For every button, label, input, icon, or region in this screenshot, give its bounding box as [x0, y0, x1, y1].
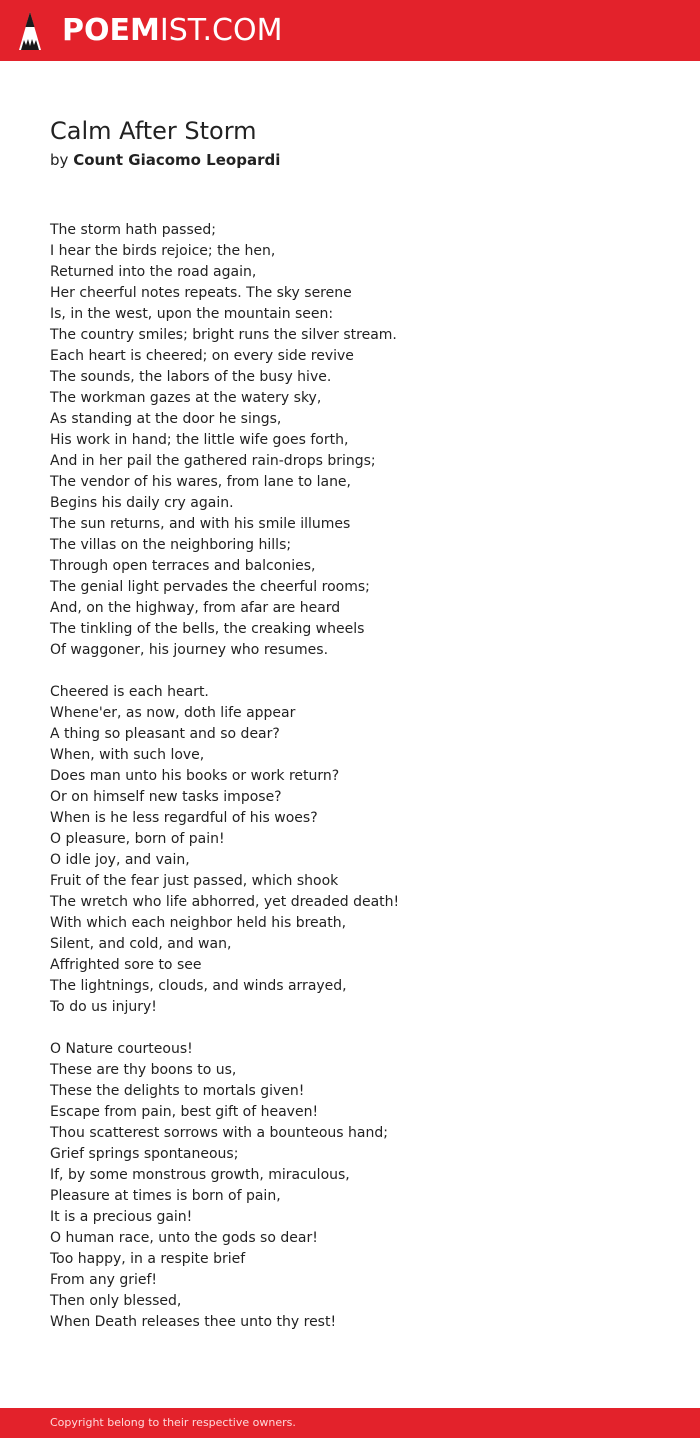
poem-line: Too happy, in a respite brief [50, 1251, 246, 1267]
poem-line: Her cheerful notes repeats. The sky serene [50, 285, 352, 301]
poem-line: It is a precious gain! [50, 1209, 193, 1225]
logo-text-strong: POEM [62, 13, 160, 48]
poem-line: Grief springs spontaneous; [50, 1146, 239, 1162]
poem-title: Calm After Storm [50, 117, 257, 145]
poem-line: A thing so pleasant and so dear? [50, 726, 280, 742]
site-logo-link[interactable] [18, 9, 282, 53]
poem-line: The country smiles; bright runs the silver stream. [50, 327, 397, 343]
logo-text-light: IST.COM [159, 13, 283, 48]
poem-line: The workman gazes at the watery sky, [50, 390, 322, 406]
poem-line: Thou scatterest sorrows with a bounteous hand; [50, 1125, 388, 1141]
poem-line: From any grief! [50, 1272, 158, 1288]
byline-label: by [50, 151, 69, 169]
poem-line: O Nature courteous! [50, 1041, 193, 1057]
poem-content [50, 112, 650, 1354]
poem-line: Fruit of the fear just passed, which shook [50, 873, 339, 889]
poem-line: Cheered is each heart. [50, 684, 209, 700]
poem-byline [50, 150, 650, 170]
poem-line: And in her pail the gathered rain-drops brings; [50, 453, 376, 469]
poem-line: Of waggoner, his journey who resumes. [50, 642, 329, 658]
poem-author: Count Giacomo Leopardi [73, 151, 281, 169]
poem-line: Silent, and cold, and wan, [50, 936, 232, 952]
poem-line: Or on himself new tasks impose? [50, 789, 282, 805]
poem-line: Escape from pain, best gift of heaven! [50, 1104, 319, 1120]
poem-line: Each heart is cheered; on every side revive [50, 348, 354, 364]
poem-line: The villas on the neighboring hills; [50, 537, 292, 553]
pencil-tip-icon [18, 10, 42, 52]
poem-line: The wretch who life abhorred, yet dreaded death! [50, 894, 400, 910]
poem-line: When Death releases thee unto thy rest! [50, 1314, 337, 1330]
poem-line: Whene'er, as now, doth life appear [50, 705, 296, 721]
poem-line: When, with such love, [50, 747, 205, 763]
poem-line: Affrighted sore to see [50, 957, 202, 973]
poem-line: The vendor of his wares, from lane to lane, [50, 474, 351, 490]
poem-line: Pleasure at times is born of pain, [50, 1188, 281, 1204]
poem-line: O human race, unto the gods so dear! [50, 1230, 318, 1246]
poem-line: The lightnings, clouds, and winds arrayed, [50, 978, 347, 994]
poem-stanza [50, 220, 650, 661]
poem-line: Is, in the west, upon the mountain seen: [50, 306, 334, 322]
poem-line: The storm hath passed; [50, 222, 216, 238]
poem-line: Returned into the road again, [50, 264, 257, 280]
poem-line: And, on the highway, from afar are heard [50, 600, 341, 616]
poem-line: To do us injury! [50, 999, 157, 1015]
poem-line: When is he less regardful of his woes? [50, 810, 318, 826]
poem-line: O pleasure, born of pain! [50, 831, 225, 847]
copyright-text: Copyright belong to their respective owners. [50, 1416, 296, 1429]
site-logo-text [62, 13, 283, 48]
poem-line: I hear the birds rejoice; the hen, [50, 243, 276, 259]
site-footer [0, 1408, 700, 1438]
poem-line: These are thy boons to us, [50, 1062, 237, 1078]
poem-line: O idle joy, and vain, [50, 852, 190, 868]
poem-line: The sun returns, and with his smile illumes [50, 516, 351, 532]
poem-line: The genial light pervades the cheerful rooms; [50, 579, 370, 595]
poem-line: If, by some monstrous growth, miraculous, [50, 1167, 350, 1183]
poem-line: Begins his daily cry again. [50, 495, 234, 511]
poem-line: With which each neighbor held his breath, [50, 915, 347, 931]
poem-line: The sounds, the labors of the busy hive. [50, 369, 332, 385]
poem-line: Then only blessed, [50, 1293, 182, 1309]
poem-line: As standing at the door he sings, [50, 411, 282, 427]
site-header [0, 0, 700, 61]
poem-line: His work in hand; the little wife goes forth, [50, 432, 349, 448]
poem-line: The tinkling of the bells, the creaking wheels [50, 621, 365, 637]
poem-stanza [50, 1039, 650, 1333]
poem-body [50, 220, 650, 1333]
poem-stanza [50, 682, 650, 1018]
poem-line: Through open terraces and balconies, [50, 558, 316, 574]
poem-line: These the delights to mortals given! [50, 1083, 305, 1099]
poem-line: Does man unto his books or work return? [50, 768, 340, 784]
